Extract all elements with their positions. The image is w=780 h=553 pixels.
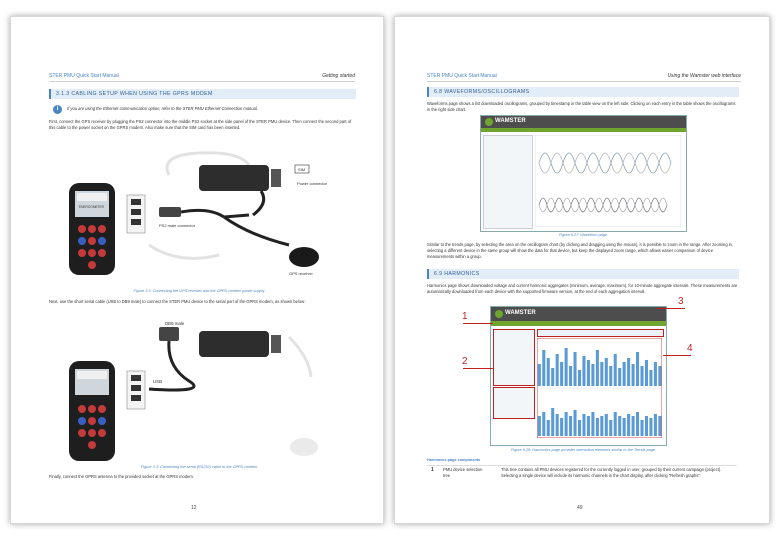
manual-title: STER PMU Quick Start Manual	[427, 73, 497, 79]
header-divider	[49, 81, 355, 82]
label-ps2: PS2 male connector	[159, 223, 196, 228]
waveform-table[interactable]	[483, 135, 533, 229]
harmonics-page-screenshot	[490, 306, 667, 446]
row-description: This tree contains all PMU devices registered for the currently logged in user, grouped by their current campaign (project). Selecting a single device will include its harmonic channels in the chart display, after clicking "Refresh graphs".	[501, 467, 722, 478]
app-menubar	[491, 321, 666, 326]
paragraph-gps: First, connect the GPS receiver by plugging the PS2 connector into the middle PS2 socket at the side panel of the STER PMU device. Then connect the second part of this cable to the power socket on the GPRS modem. Also make sure that the SIM card has been inserted.	[49, 119, 352, 130]
harmonic-bar	[649, 418, 652, 436]
figure-caption-6-27: Figure 6.27: Waveform page	[558, 233, 608, 237]
device-brand: ENERGOMETER	[79, 205, 104, 209]
harmonic-bar	[587, 360, 590, 386]
harmonic-bar	[654, 362, 657, 386]
harmonic-bar	[596, 418, 599, 436]
harmonic-bar	[605, 358, 608, 386]
app-topbar	[491, 307, 666, 321]
harmonic-bar	[547, 358, 550, 386]
gprs-modem-2	[199, 331, 269, 357]
serial-connection-figure	[49, 317, 349, 465]
info-note: If you are using the Ethernet communication option, refer to the STER PMU Ethernet Connection manual.	[67, 106, 258, 111]
table-row	[427, 467, 739, 489]
harmonic-bar	[569, 366, 572, 386]
app-name: WAMSTER	[505, 310, 536, 316]
app-menubar	[481, 128, 686, 132]
harmonic-bar	[565, 412, 568, 436]
harmonic-bar	[645, 360, 648, 386]
page-header-left	[49, 73, 119, 79]
pmu-device-tree[interactable]	[493, 329, 535, 386]
label-usb: USB	[153, 379, 163, 384]
paragraph-zoom: Similar to the trends page, by selecting the area on the oscillogram chart (by clicking and dragging using the mouse), it is possible to zoom in the range. After zooming in, selecting a different device in the same group will show the data for that device, but keep the displayed zoom range, which allows easier comparison of device measurements within a group.	[427, 242, 734, 259]
harmonic-bar	[542, 412, 545, 436]
table-divider	[427, 465, 737, 466]
waveform-page-screenshot	[480, 115, 687, 232]
callout-line-3	[657, 308, 685, 309]
ster-pmu-device	[69, 183, 115, 275]
harmonic-bar	[609, 420, 612, 436]
harmonic-bar	[640, 420, 643, 436]
harmonic-bar	[538, 364, 541, 386]
harmonic-bar	[649, 370, 652, 386]
harmonic-bar	[609, 366, 612, 386]
ps2-connector	[159, 207, 181, 217]
harmonic-bar	[618, 368, 621, 386]
header-divider	[427, 81, 741, 82]
page-header-right: Using the Wamster web interface	[667, 73, 741, 79]
manual-page-12	[10, 16, 384, 524]
harmonic-bar	[578, 370, 581, 386]
paragraph-waveforms: Waveforms page shows a list downloaded oscillograms, grouped by timestamp in the table view on the left side. Clicking on each entry in the table shows the oscillograms in the right side chart.	[427, 101, 736, 112]
paragraph-harmonics: Harmonics page shows downloaded voltage and current harmonic aggregates (minimum, average, maximum), for 10-minute aggregate intervals. These measurements are automatically downloaded from each device with the supported firmware version, at the end of each aggregation interval.	[427, 283, 738, 294]
channel-selector[interactable]	[493, 387, 535, 419]
app-name: WAMSTER	[495, 118, 526, 124]
page-number: 49	[577, 505, 583, 511]
page-header-right: Getting started	[322, 73, 355, 79]
label-db9: DB9 male	[165, 321, 185, 326]
manual-page-49	[394, 16, 770, 524]
harmonic-bar	[551, 368, 554, 386]
harmonic-bar	[658, 416, 661, 436]
paragraph-serial: Next, use the short serial cable (USB to DB9 male) to connect the STER PMU device to the serial port of the GPRS modem, as shown below:	[49, 299, 306, 304]
label-sim: SIM	[298, 167, 306, 172]
harmonic-bar	[574, 352, 577, 386]
harmonic-bar	[623, 418, 626, 436]
wamster-logo-icon	[485, 118, 493, 126]
callout-line-2	[463, 368, 493, 369]
callout-3: 3	[678, 296, 684, 307]
figure-caption-3-3: Figure 3.3: Connecting the serial (RS232) cable to the GPRS modem	[140, 465, 258, 469]
callout-4: 4	[687, 343, 693, 354]
wamster-logo-icon	[495, 310, 503, 318]
harmonic-bar	[614, 412, 617, 436]
harmonic-bar	[623, 362, 626, 386]
harmonic-bar	[591, 412, 594, 436]
figure-caption-3-2: Figure 3.2: Connecting the GPS receiver and the GPRS modem power supply	[133, 289, 265, 293]
oscillogram-chart[interactable]	[535, 135, 681, 227]
harmonic-bar	[596, 350, 599, 386]
harmonic-bar	[654, 414, 657, 436]
harmonic-bar	[560, 362, 563, 386]
harmonic-bar	[640, 366, 643, 386]
harmonic-bar	[587, 416, 590, 436]
page-number: 12	[191, 505, 197, 511]
harmonic-bar	[627, 414, 630, 436]
callout-1: 1	[462, 311, 468, 322]
figure-caption-6-28: Figure 6.28: Harmonics page provides interaction elements similar to the Trends page	[510, 448, 656, 452]
ster-pmu-device-2	[69, 361, 115, 461]
callout-2: 2	[462, 356, 468, 367]
callout-line-4	[663, 355, 691, 356]
row-number: 1	[431, 467, 434, 473]
harmonic-bar	[645, 416, 648, 436]
section-heading-waveforms: 6.8 WAVEFORMS/OSCILLOGRAMS	[427, 87, 739, 97]
info-icon: i	[53, 105, 62, 114]
harmonics-toolbar[interactable]	[537, 329, 664, 337]
section-heading: 3.1.3 CABLING SETUP WHEN USING THE GPRS MODEM	[49, 89, 356, 99]
harmonic-bar	[542, 350, 545, 386]
harmonic-bar	[600, 362, 603, 386]
db9-connector	[159, 327, 179, 341]
gprs-modem	[199, 165, 269, 191]
harmonic-bar	[578, 420, 581, 436]
callout-line-1	[463, 323, 493, 324]
harmonic-bar	[614, 354, 617, 386]
harmonics-chart[interactable]	[537, 338, 662, 438]
harmonic-bar	[547, 420, 550, 436]
harmonic-bar	[582, 414, 585, 436]
harmonic-bar	[632, 364, 635, 386]
harmonic-bar	[569, 416, 572, 436]
harmonic-bar	[551, 408, 554, 436]
manual-title: STER PMU Quick Start Manual	[49, 73, 119, 79]
harmonic-bar	[565, 348, 568, 386]
page-header-left	[427, 73, 497, 79]
row-component-name: PMU device selection tree	[443, 467, 483, 478]
components-table-title: Harmonics page components	[427, 458, 481, 462]
paragraph-antenna: Finally, connect the GPRS antenna to the provided socket at the GPRS modem.	[49, 474, 194, 479]
harmonic-bar	[538, 416, 541, 436]
label-gps-receiver: GPS receiver	[289, 271, 313, 276]
harmonic-bar	[636, 352, 639, 386]
harmonic-bar	[560, 418, 563, 436]
harmonic-bar	[618, 416, 621, 436]
harmonic-bar	[627, 358, 630, 386]
harmonic-bar	[582, 356, 585, 386]
harmonic-bar	[591, 364, 594, 386]
harmonic-bar	[556, 354, 559, 386]
harmonic-bar	[556, 414, 559, 436]
harmonic-bar	[636, 412, 639, 436]
section-heading-harmonics: 6.9 HARMONICS	[427, 269, 739, 279]
label-power-connector: Power connector	[297, 181, 328, 186]
harmonic-bar	[600, 416, 603, 436]
harmonic-bar	[658, 366, 661, 386]
harmonic-bar	[632, 416, 635, 436]
gps-receiver	[289, 247, 319, 267]
harmonic-bar	[574, 410, 577, 436]
app-topbar	[481, 116, 686, 128]
gps-connection-figure	[49, 145, 349, 285]
harmonic-bar	[605, 414, 608, 436]
